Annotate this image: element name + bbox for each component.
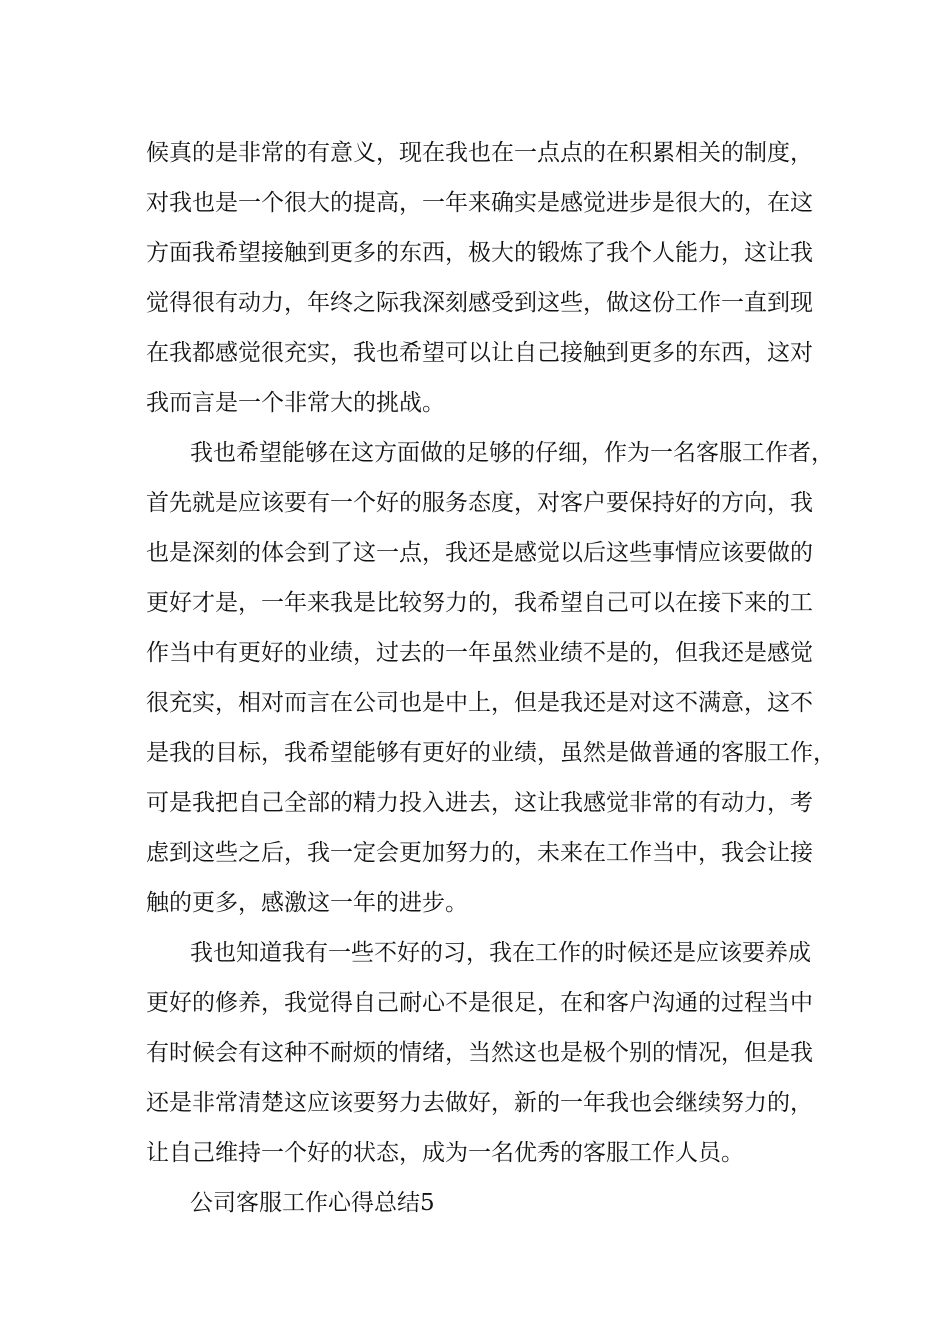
text-line: 有时候会有这种不耐烦的情绪，当然这也是极个别的情况，但是我 <box>146 1040 813 1066</box>
paragraph-1 <box>146 128 814 428</box>
text-line: 可是我把自己全部的精力投入进去，这让我感觉非常的有动力，考 <box>146 790 813 816</box>
text-line: 还是非常清楚这应该要努力去做好，新的一年我也会继续努力的， <box>146 1090 813 1116</box>
text-line: 触的更多，感激这一年的进步。 <box>146 890 468 916</box>
text-line: 更好的修养，我觉得自己耐心不是很足，在和客户沟通的过程当中 <box>146 990 813 1016</box>
text-line: 作当中有更好的业绩，过去的一年虽然业绩不是的，但我还是感觉 <box>146 640 813 666</box>
text-line: 对我也是一个很大的提高，一年来确实是感觉进步是很大的，在这 <box>146 190 813 216</box>
text-line: 很充实，相对而言在公司也是中上，但是我还是对这不满意，这不 <box>146 690 813 716</box>
text-line: 也是深刻的体会到了这一点，我还是感觉以后这些事情应该要做的 <box>146 540 813 566</box>
text-line: 是我的目标，我希望能够有更好的业绩，虽然是做普通的客服工作， <box>146 740 836 766</box>
text-line: 方面我希望接触到更多的东西，极大的锻炼了我个人能力，这让我 <box>146 240 813 266</box>
section-heading <box>146 1178 814 1228</box>
text-line: 我也希望能够在这方面做的足够的仔细，作为一名客服工作者， <box>190 440 834 466</box>
text-line: 虑到这些之后，我一定会更加努力的，未来在工作当中，我会让接 <box>146 840 813 866</box>
paragraph-3 <box>146 928 814 1178</box>
paragraph-2 <box>146 428 836 928</box>
text-line: 我也知道我有一些不好的习，我在工作的时候还是应该要养成 <box>190 940 811 966</box>
text-line: 觉得很有动力，年终之际我深刻感受到这些，做这份工作一直到现 <box>146 290 813 316</box>
text-line: 让自己维持一个好的状态，成为一名优秀的客服工作人员。 <box>146 1140 744 1166</box>
section-title: 公司客服工作心得总结5 <box>190 1190 435 1216</box>
text-line: 更好才是，一年来我是比较努力的，我希望自己可以在接下来的工 <box>146 590 813 616</box>
text-line: 我而言是一个非常大的挑战。 <box>146 390 445 416</box>
text-line: 在我都感觉很充实，我也希望可以让自己接触到更多的东西，这对 <box>146 340 813 366</box>
text-line: 首先就是应该要有一个好的服务态度，对客户要保持好的方向，我 <box>146 490 813 516</box>
document-page <box>146 128 836 1228</box>
text-line: 候真的是非常的有意义，现在我也在一点点的在积累相关的制度， <box>146 140 813 166</box>
